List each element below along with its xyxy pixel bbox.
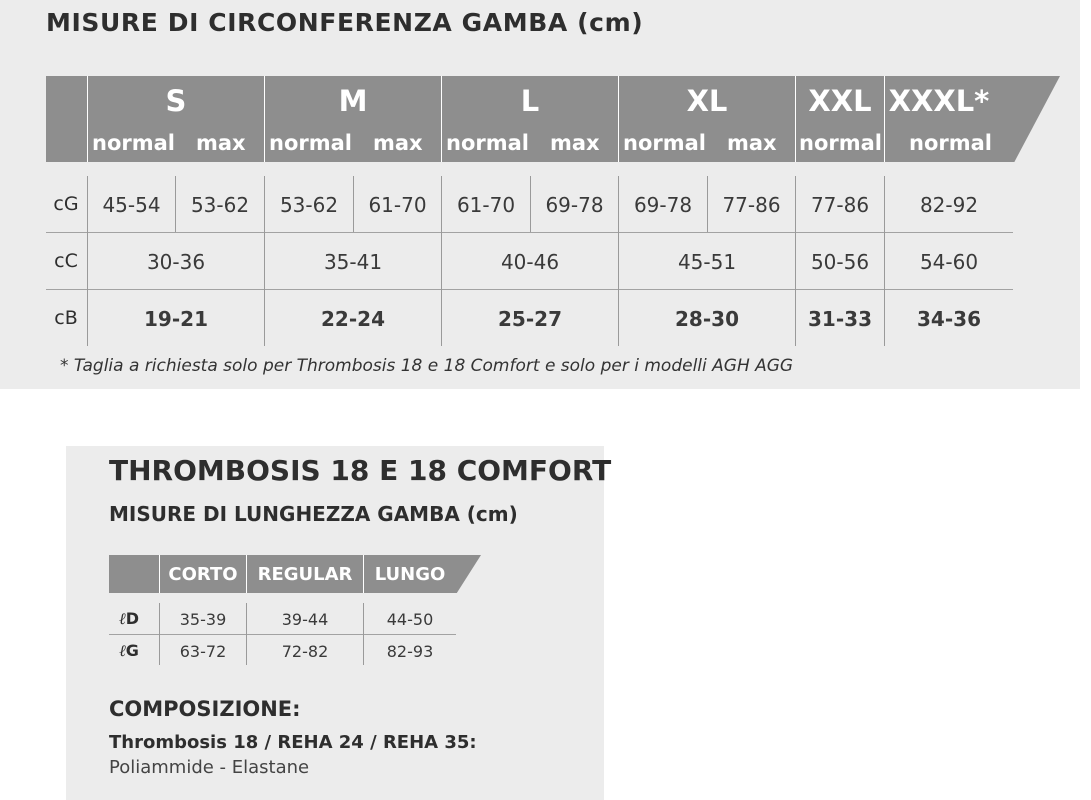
table-cell: 77-86 xyxy=(722,193,781,217)
composition-products: Thrombosis 18 / REHA 24 / REHA 35: xyxy=(109,732,477,753)
row-label-cg: cG xyxy=(53,193,79,215)
table-cell: 72-82 xyxy=(281,642,329,661)
header-divider xyxy=(884,76,885,162)
table-cell: 82-92 xyxy=(919,193,979,217)
product-title: THROMBOSIS 18 E 18 COMFORT xyxy=(109,454,612,487)
row-label-text: G xyxy=(125,641,139,660)
table-cell: 53-62 xyxy=(279,193,339,217)
table-cell: 54-60 xyxy=(919,250,979,274)
length-symbol: ℓ xyxy=(119,641,126,660)
table-cell: 61-70 xyxy=(368,193,427,217)
size-label: L xyxy=(520,84,540,118)
size-sub-normal: normal xyxy=(909,131,992,155)
table-cell: 35-39 xyxy=(179,610,227,629)
column-header-lungo: LUNGO xyxy=(374,564,446,585)
table-cell: 69-78 xyxy=(545,193,604,217)
size-sub-normal: normal xyxy=(623,131,706,155)
composition-title: COMPOSIZIONE: xyxy=(109,697,301,721)
row-divider xyxy=(109,634,456,635)
size-sub-normal: normal xyxy=(446,131,529,155)
header-divider xyxy=(264,76,265,162)
table-cell: 40-46 xyxy=(500,250,560,274)
header-divider xyxy=(363,555,364,593)
table-cell: 30-36 xyxy=(146,250,206,274)
table-cell: 44-50 xyxy=(386,610,434,629)
size-sub-normal: normal xyxy=(92,131,175,155)
size-label: XL xyxy=(686,84,728,118)
table-cell: 53-62 xyxy=(190,193,250,217)
size-label: XXL xyxy=(808,84,872,118)
row-label-lg xyxy=(109,641,149,661)
size-sub-max: max xyxy=(373,131,423,155)
size-sub-normal: normal xyxy=(799,131,882,155)
circumference-title: MISURE DI CIRCONFERENZA GAMBA (cm) xyxy=(46,8,644,37)
row-label-cb: cB xyxy=(54,307,78,329)
size-header-xxl xyxy=(796,76,884,162)
header-divider xyxy=(441,76,442,162)
table-cell: 69-78 xyxy=(633,193,693,217)
size-sub-normal: normal xyxy=(269,131,352,155)
table-cell: 82-93 xyxy=(386,642,434,661)
header-divider xyxy=(87,76,88,162)
table-cell: 50-56 xyxy=(810,250,870,274)
table-cell: 31-33 xyxy=(808,307,872,331)
size-header-s xyxy=(88,76,264,162)
column-header-corto: CORTO xyxy=(168,564,238,585)
header-divider xyxy=(246,555,247,593)
size-label: M xyxy=(338,84,368,118)
header-divider xyxy=(159,555,160,593)
row-divider xyxy=(46,289,1013,290)
table-cell: 45-54 xyxy=(102,193,161,217)
row-divider xyxy=(46,232,1013,233)
length-symbol: ℓ xyxy=(119,609,126,628)
column-header-regular: REGULAR xyxy=(257,564,353,585)
table-cell: 39-44 xyxy=(281,610,329,629)
row-label-text: D xyxy=(125,609,139,628)
header-divider xyxy=(618,76,619,162)
row-label-ld xyxy=(109,609,149,629)
length-subtitle: MISURE DI LUNGHEZZA GAMBA (cm) xyxy=(109,502,518,526)
table-cell: 45-51 xyxy=(677,250,737,274)
table-cell: 28-30 xyxy=(675,307,739,331)
size-header-m xyxy=(265,76,441,162)
table-cell: 25-27 xyxy=(498,307,562,331)
size-sub-max: max xyxy=(196,131,246,155)
table-cell: 61-70 xyxy=(456,193,516,217)
header-divider xyxy=(795,76,796,162)
size-header-l xyxy=(442,76,618,162)
table-cell: 77-86 xyxy=(810,193,870,217)
size-sub-max: max xyxy=(550,131,600,155)
footnote: * Taglia a richiesta solo per Thrombosis 18 e 18 Comfort e solo per i modelli AGH AGG xyxy=(60,356,794,376)
size-header-xl xyxy=(619,76,795,162)
table-cell: 22-24 xyxy=(321,307,385,331)
row-label-cc: cC xyxy=(54,250,78,272)
table-cell: 63-72 xyxy=(179,642,227,661)
table-cell: 19-21 xyxy=(144,307,208,331)
table-cell: 35-41 xyxy=(323,250,383,274)
size-label: S xyxy=(165,84,187,118)
table-cell: 34-36 xyxy=(917,307,981,331)
composition-materials: Poliammide - Elastane xyxy=(109,757,310,778)
size-header-xxxl xyxy=(885,76,1013,162)
size-label: XXXL* xyxy=(888,84,990,118)
size-sub-max: max xyxy=(727,131,777,155)
